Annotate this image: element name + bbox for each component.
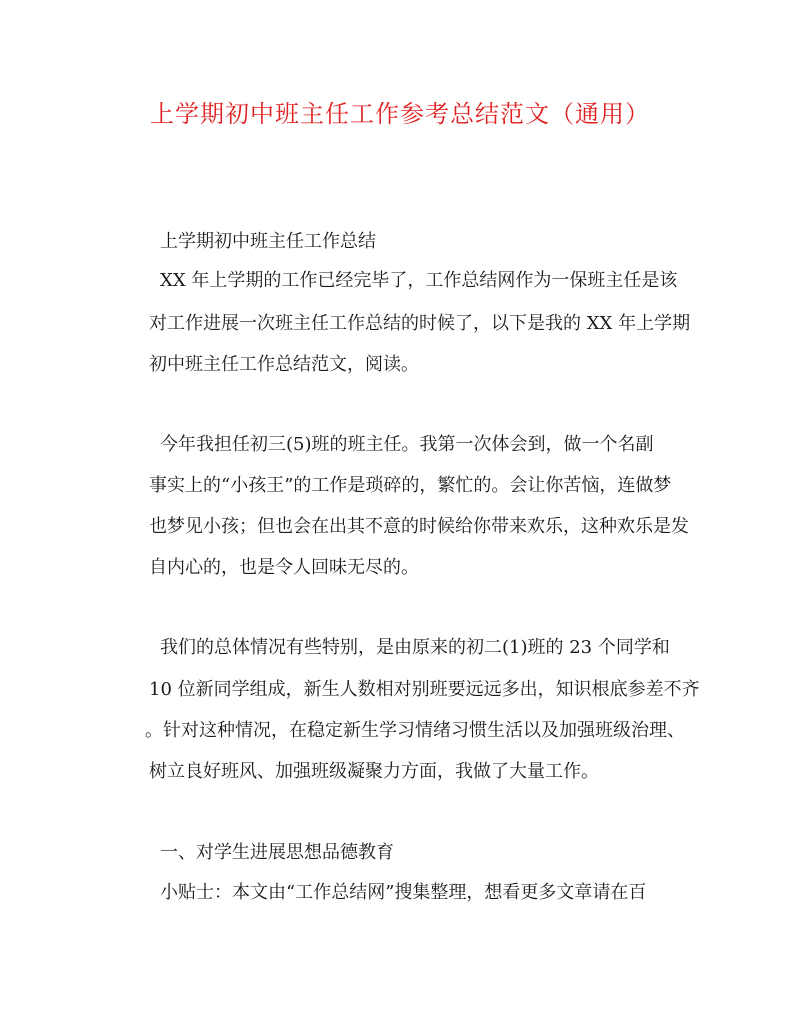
tip-text: 小贴士：本文由“工作总结网”搜集整理，想看更多文章请在百 — [160, 882, 647, 903]
paragraph-1-line-2: 对工作进展一次班主任工作总结的时候了，以下是我的 XX 年上学期 — [149, 313, 691, 334]
paragraph-3-line-1: 我们的总体情况有些特别，是由原来的初二(1)班的 23 个同学和 — [160, 637, 670, 658]
paragraph-2-line-2: 事实上的“小孩王”的工作是琐碎的，繁忙的。会让你苦恼，连做梦 — [149, 475, 672, 496]
paragraph-1-line-3: 初中班主任工作总结范文，阅读。 — [149, 354, 419, 375]
paragraph-2-line-3: 也梦见小孩；但也会在出其不意的时候给你带来欢乐，这种欢乐是发 — [149, 516, 689, 537]
paragraph-3-line-4: 树立良好班风、加强班级凝聚力方面，我做了大量工作。 — [149, 761, 599, 782]
subheading: 上学期初中班主任工作总结 — [160, 231, 376, 252]
paragraph-2-line-1: 今年我担任初三(5)班的班主任。我第一次体会到，做一个名副 — [160, 434, 654, 455]
document-title: 上学期初中班主任工作参考总结范文（通用） — [150, 100, 650, 128]
paragraph-3-line-2: 10 位新同学组成，新生人数相对别班要远远多出，知识根底参差不齐 — [149, 679, 700, 700]
paragraph-3-line-3: 。针对这种情况，在稳定新生学习情绪习惯生活以及加强班级治理、 — [145, 720, 685, 741]
section-heading: 一、对学生进展思想品德教育 — [160, 842, 394, 863]
paragraph-2-line-4: 自内心的，也是令人回味无尽的。 — [149, 557, 419, 578]
paragraph-1-line-1: XX 年上学期的工作已经完毕了，工作总结网作为一保班主任是该 — [160, 270, 678, 291]
